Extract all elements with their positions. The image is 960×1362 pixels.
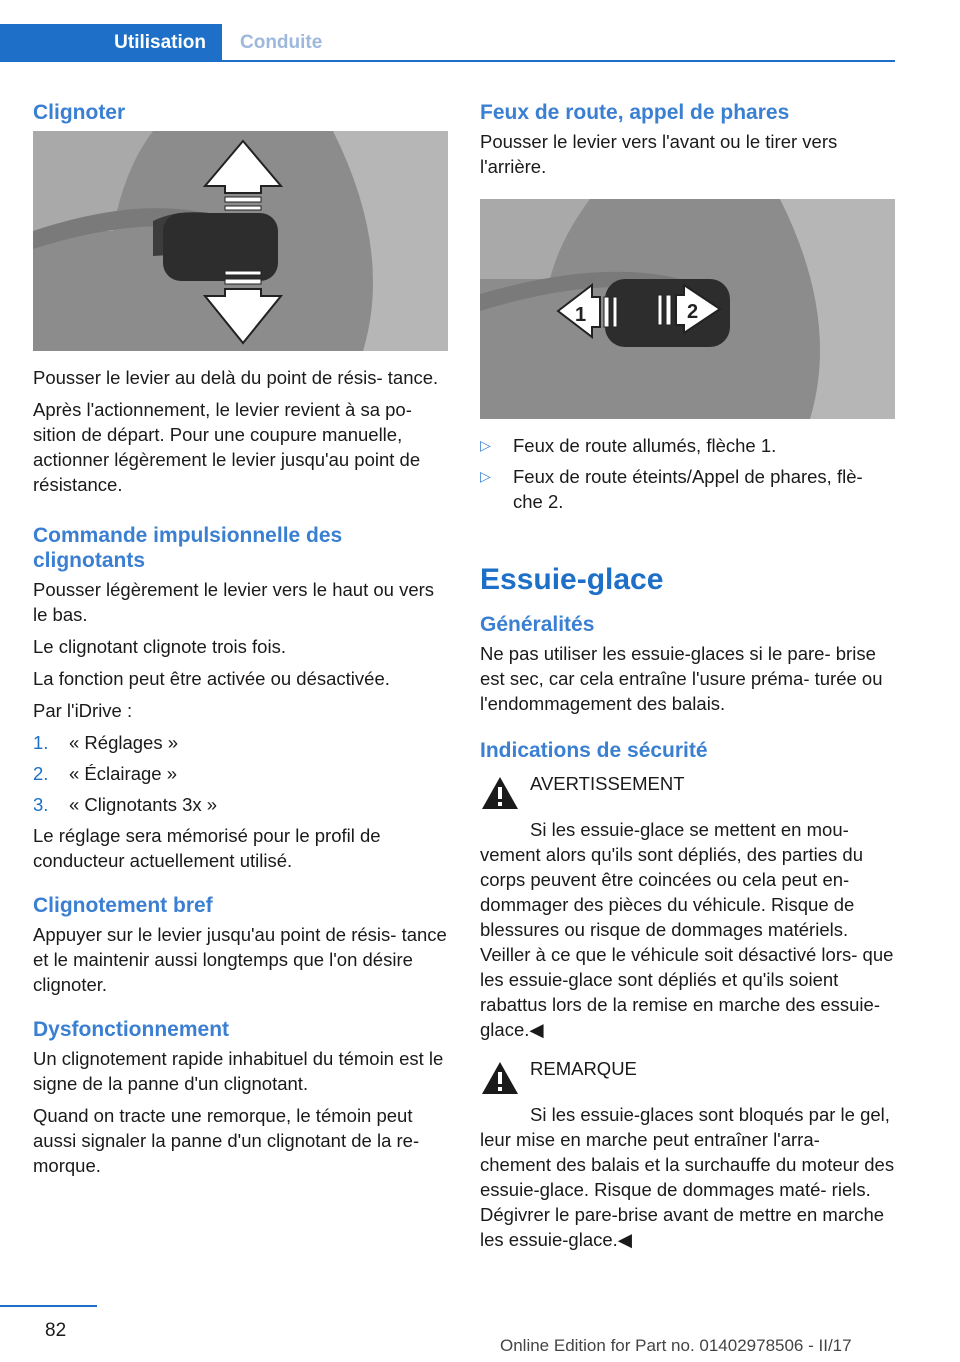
heading-dysfonction: Dysfonctionnement: [33, 1018, 230, 1041]
triangle-bullet-icon: ▷: [480, 437, 491, 453]
heading-feux: Feux de route, appel de phares: [480, 101, 790, 124]
stalk-up-down-image: [33, 131, 448, 351]
list-item: ▷ Feux de route éteints/Appel de phares, flè‐ che 2.: [480, 466, 863, 512]
list-item: 3. « Clignotants 3x »: [33, 794, 218, 815]
chapter-tabs: [0, 0, 960, 62]
turn-signal-illustration: [33, 131, 448, 351]
heading-securite: Indications de sécurité: [480, 739, 708, 762]
tab-conduite[interactable]: Conduite: [240, 31, 323, 53]
heading-essuie-glace: Essuie-glace: [480, 563, 664, 596]
stalk-forward-back-image: [480, 199, 895, 419]
notice-title: REMARQUE: [530, 1058, 637, 1079]
impulsion-p3: La fonction peut être activée ou désactivée.: [33, 668, 390, 689]
list-item: 2. « Éclairage »: [33, 763, 177, 784]
warning-body: Si les essuie-glace se mettent en mou‐ vement alors qu'ils sont dépliés, des parties du corps peuvent être coincées ou cela peut en‐ dommager des pièces du véhicule. Risque de blessures ou risque de dommages matériels. Veiller à ce que le véhicule soit désactivé lors‐ que les essuie-glace sont dépliés et qu'ils soient rabattus lors de la remise en marche des essuie-glace.◀: [480, 819, 894, 1040]
warning-block: [480, 771, 895, 817]
notice-block: [480, 1056, 895, 1102]
warning-triangle-icon: [480, 1056, 520, 1102]
arrow-label-1: 1: [575, 304, 587, 326]
list-item: ▷ Feux de route allumés, flèche 1.: [480, 435, 777, 456]
dysfonction-p2: Quand on tracte une remorque, le témoin peut aussi signaler la panne d'un clignotant de la re‐ morque.: [33, 1105, 420, 1176]
notice-body: Si les essuie-glaces sont bloqués par le gel, leur mise en marche peut entraîner l'arra‐ chement des balais et la surchauffe du moteur des essuie-glace. Risque de dommages maté‐ riels. Dégivrer le pare-brise avant de mettre en marche les essuie-glace.◀: [480, 1104, 895, 1250]
impulsion-p1: Pousser légèrement le levier vers le haut ou vers le bas.: [33, 579, 435, 625]
tab-divider: [0, 60, 895, 62]
arrow-label-2: 2: [687, 301, 699, 323]
heading-impulsion: Commande impulsionnelle des clignotants: [33, 524, 343, 572]
left-column: [33, 100, 448, 1185]
footer-rule: [0, 1305, 97, 1307]
bref-p1: Appuyer sur le levier jusqu'au point de résis‐ tance et le maintenir aussi longtemps que l'on désire clignoter.: [33, 924, 447, 995]
clignoter-p1: Pousser le levier au delà du point de résis‐ tance.: [33, 367, 439, 388]
triangle-bullet-icon: ▷: [480, 468, 491, 484]
list-item: 1. « Réglages »: [33, 732, 179, 753]
heading-clignoter: Clignoter: [33, 101, 126, 124]
idrive-steps: [33, 730, 448, 817]
impulsion-p5: Le réglage sera mémorisé pour le profil de conducteur actuellement utilisé.: [33, 825, 381, 871]
impulsion-p4: Par l'iDrive :: [33, 700, 133, 721]
edition-note: Online Edition for Part no. 01402978506 - II/17: [500, 1336, 852, 1355]
right-column: [480, 100, 895, 1259]
page-number: 82: [45, 1320, 67, 1341]
tab-utilisation[interactable]: Utilisation: [0, 24, 222, 61]
warning-triangle-icon: [480, 771, 520, 817]
clignoter-p2: Après l'actionnement, le levier revient à sa po‐ sition de départ. Pour une coupure manuelle, actionner légèrement le levier jusqu'au point de résistance.: [33, 399, 421, 495]
warning-title: AVERTISSEMENT: [530, 773, 685, 794]
impulsion-p2: Le clignotant clignote trois fois.: [33, 636, 286, 657]
dysfonction-p1: Un clignotement rapide inhabituel du témoin est le signe de la panne d'un clignotant.: [33, 1048, 444, 1094]
feux-p1: Pousser le levier vers l'avant ou le tirer vers l'arrière.: [480, 131, 838, 177]
generalites-p: Ne pas utiliser les essuie-glaces si le pare- brise est sec, car cela entraîne l'usure préma‐ turée ou l'endommagement des balais.: [480, 643, 883, 714]
high-beam-illustration: [480, 199, 895, 419]
heading-generalites: Généralités: [480, 613, 595, 636]
heading-bref: Clignotement bref: [33, 894, 213, 917]
high-beam-list: [480, 433, 895, 514]
